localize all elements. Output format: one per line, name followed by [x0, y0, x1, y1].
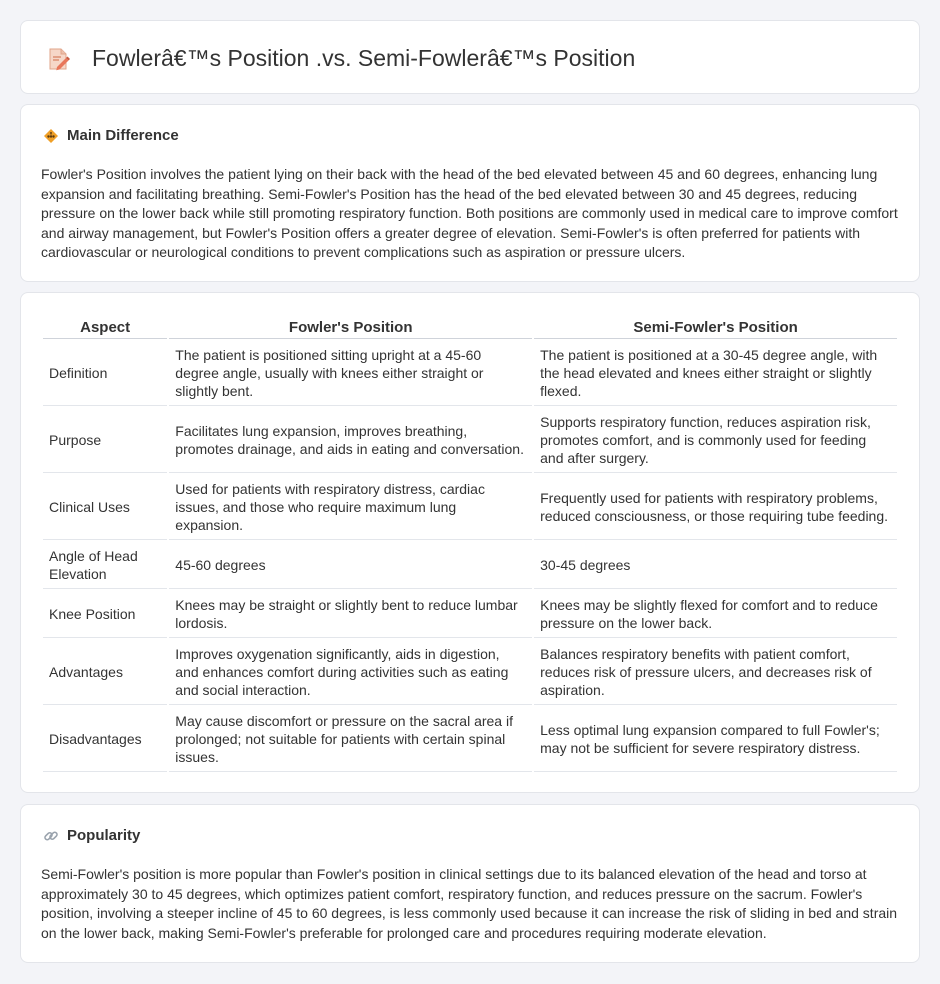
fowlers-cell: Facilitates lung expansion, improves breathing, promotes drainage, and aids in eating and conversation.: [169, 408, 532, 473]
comparison-card: [20, 292, 920, 793]
table-row: [43, 475, 897, 540]
fowlers-cell: 45-60 degrees: [169, 542, 532, 589]
row-aspect: Angle of Head Elevation: [43, 542, 167, 589]
title-card: [20, 20, 920, 94]
table-row: [43, 542, 897, 589]
semi-fowlers-cell: Frequently used for patients with respiratory problems, reduced consciousness, or those requiring tube feeding.: [534, 475, 897, 540]
column-header-semi-fowlers: Semi-Fowler's Position: [534, 318, 897, 339]
fowlers-cell: Used for patients with respiratory distress, cardiac issues, and those who require maximum lung expansion.: [169, 475, 532, 540]
table-header-row: [43, 318, 897, 339]
link-icon: [43, 828, 59, 844]
semi-fowlers-cell: 30-45 degrees: [534, 542, 897, 589]
main-difference-heading: Main Difference: [67, 127, 179, 144]
table-row: [43, 408, 897, 473]
table-row: [43, 591, 897, 638]
fowlers-cell: Knees may be straight or slightly bent to reduce lumbar lordosis.: [169, 591, 532, 638]
main-difference-header: [43, 127, 179, 144]
page-title: Fowlerâ€™s Position .vs. Semi-Fowlerâ€™s Position: [92, 45, 636, 71]
comparison-table: [41, 316, 899, 774]
semi-fowlers-cell: Knees may be slightly flexed for comfort and to reduce pressure on the lower back.: [534, 591, 897, 638]
popularity-heading: Popularity: [67, 827, 141, 844]
row-aspect: Clinical Uses: [43, 475, 167, 540]
semi-fowlers-cell: The patient is positioned at a 30-45 degree angle, with the head elevated and knees either straight or slightly flexed.: [534, 341, 897, 406]
semi-fowlers-cell: Less optimal lung expansion compared to full Fowler's; may not be sufficient for severe respiratory distress.: [534, 707, 897, 772]
semi-fowlers-cell: Balances respiratory benefits with patient comfort, reduces risk of pressure ulcers, and decreases risk of aspiration.: [534, 640, 897, 705]
popularity-text: Semi-Fowler's position is more popular than Fowler's position in clinical settings due to its balanced elevation of the head and torso at approximately 30 to 45 degrees, which optimizes patient comfort, respiratory function, and reduces pressure on the sacrum. Fowler's position, involving a steeper incline of 45 to 60 degrees, is less commonly used because it can increase the risk of sliding in bed and strain on the lower back, making Semi-Fowler's preferable for prolonged care and procedures requiring moderate elevation.: [41, 866, 898, 941]
row-aspect: Definition: [43, 341, 167, 406]
row-aspect: Disadvantages: [43, 707, 167, 772]
column-header-aspect: Aspect: [43, 318, 167, 339]
fowlers-cell: Improves oxygenation significantly, aids in digestion, and enhances comfort during activities such as eating and social interaction.: [169, 640, 532, 705]
row-aspect: Knee Position: [43, 591, 167, 638]
warning-icon: [43, 128, 59, 144]
popularity-header: [43, 827, 140, 844]
semi-fowlers-cell: Supports respiratory function, reduces aspiration risk, promotes comfort, and is commonly used for feeding and after surgery.: [534, 408, 897, 473]
popularity-card: [20, 804, 920, 963]
fowlers-cell: May cause discomfort or pressure on the sacral area if prolonged; not suitable for patients with certain spinal issues.: [169, 707, 532, 772]
table-row: [43, 341, 897, 406]
table-row: [43, 707, 897, 772]
fowlers-cell: The patient is positioned sitting upright at a 45-60 degree angle, usually with knees either straight or slightly bent.: [169, 341, 532, 406]
column-header-fowlers: Fowler's Position: [169, 318, 532, 339]
table-row: [43, 640, 897, 705]
row-aspect: Purpose: [43, 408, 167, 473]
main-difference-text: Fowler's Position involves the patient lying on their back with the head of the bed elevated between 45 and 60 degrees, enhancing lung expansion and facilitating breathing. Semi-Fowler's Position has the head of the bed elevated between 30 and 45 degrees, reducing pressure on the lower back while still promoting respiratory function. Both positions are commonly used in medical care to improve comfort and airway management, but Fowler's Position offers a greater degree of elevation. Semi-Fowler's is often preferred for patients with cardiovascular or neurological conditions to prevent complications such as aspiration or pressure ulcers.: [41, 166, 898, 260]
row-aspect: Advantages: [43, 640, 167, 705]
title-row: [46, 45, 635, 72]
document-edit-icon: [46, 46, 72, 72]
main-difference-card: [20, 104, 920, 282]
